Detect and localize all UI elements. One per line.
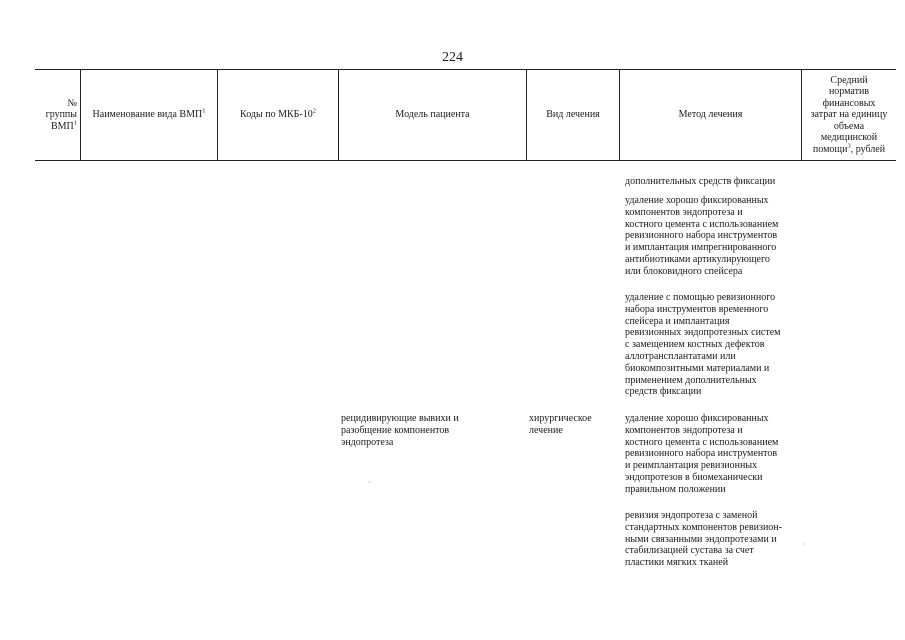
patient-model-cell: рецидивирующие вывихи и разобщение компонентов эндопротеза [341,413,459,448]
treatment-method-item: удаление с помощью ревизионного набора инструментов временного спейсера и имплантация ревизионных эндопротезных систем с замещением костных дефектов аллотрансплантатами или биокомпозитными материалами и применением дополнительных средств фиксации [625,292,781,398]
treatment-type-cell: хирургическое лечение [529,413,592,436]
treatment-method-item: ревизия эндопротеза с заменой стандартных компонентов ревизион- ными связанными эндопротезами и стабилизацией сустава за счет пластики мягких тканей [625,510,782,569]
footnote-mark: 1 [202,107,206,115]
page-number: 224 [442,50,463,65]
footnote-mark: 2 [312,107,316,115]
scan-speck: · [803,540,806,549]
header-vmp-name: Наименование вида ВМП$^1$ [92,107,206,121]
treatment-method-item: удаление хорошо фиксированных компонентов эндопротеза и костного цемента с использованием ревизионного набора инструментов и имплантация импрегнированного антибиотиками артикулирующего или блоковидного спейсера [625,195,779,277]
header-treatment-method: Метод лечения [678,109,743,121]
header-treatment-type: Вид лечения [546,109,600,121]
header-icd-codes: Коды по МКБ-$10^2$ [240,107,316,121]
footnote-mark: 1 [73,119,77,127]
header-patient-model: Модель пациента [395,109,470,121]
treatment-method-item: дополнительных средств фиксации [625,176,776,187]
header-cost-standard: Средний норматив финансовых затрат на единицу объема медицинской помощи$^3$, рублей [810,74,888,155]
header-group-number: № группы ВМП$^1$ [45,97,77,132]
table-header [35,69,896,161]
scan-speck: · [368,478,371,487]
footnote-mark: 3 [847,142,851,150]
treatment-method-item: удаление хорошо фиксированных компонентов эндопротеза и костного цемента с использованием ревизионного набора инструментов и реимплантация ревизионных эндопротезов в биомеханически правильном положении [625,413,779,495]
